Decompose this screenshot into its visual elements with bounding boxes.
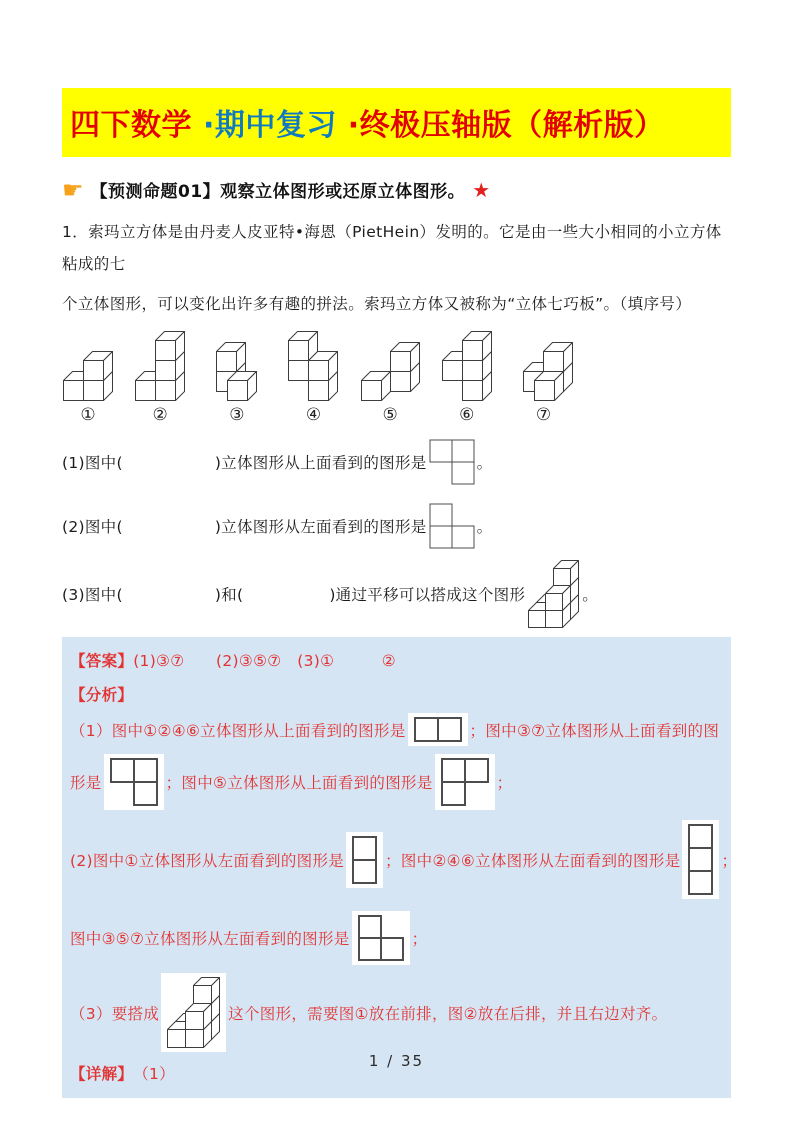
- analysis-grid-left-bottom-patch: [352, 911, 410, 965]
- q1-top-view-grid: [429, 439, 475, 485]
- cube-figure-5: [360, 341, 421, 425]
- q2-text-end: 。: [476, 518, 493, 536]
- cube-figure-7-image: [513, 341, 574, 402]
- figure-label-1: ①: [80, 405, 96, 425]
- question-intro-line2: 个立体图形，可以变化出许多有趣的拼法。索玛立方体又被称为“立体七巧板”。（填序号）: [62, 295, 692, 313]
- analysis-grid-L-left: [440, 757, 490, 807]
- document-title-banner: [62, 88, 731, 157]
- cube-figure-4-image: [287, 330, 339, 402]
- analysis-grid-two-horizontal: [413, 716, 463, 743]
- cube-figure-1: [62, 350, 114, 425]
- question-part-3: [62, 559, 731, 629]
- answer-label: 【答案】: [70, 652, 134, 670]
- figure-label-2: ②: [152, 405, 168, 425]
- q2-text-post: )立体图形从左面看到的图形是: [214, 518, 427, 536]
- analysis-line-2: [70, 754, 721, 810]
- analysis-line-3: [70, 820, 738, 899]
- cube-figure-6-image: [441, 330, 493, 402]
- analysis-grid-L-left-patch: [435, 754, 495, 810]
- figure-label-6: ⑥: [459, 405, 475, 425]
- analysis-l4-text-a: 图中③⑤⑦立体图形从左面看到的图形是: [70, 930, 350, 948]
- question-part-2: [62, 503, 731, 549]
- title-edition: ·终极压轴版（解析版）: [336, 108, 665, 143]
- cube-figure-7: [513, 341, 574, 425]
- analysis-l1-text-a: （1）图中①②④⑥立体图形从上面看到的图形是: [70, 721, 406, 740]
- cube-figure-2-image: [134, 330, 186, 402]
- q3-staircase-figure: [527, 559, 580, 629]
- cube-figure-2: [134, 330, 186, 425]
- analysis-grid-L-right: [109, 757, 159, 807]
- topic-heading-row: [62, 177, 731, 202]
- analysis-l5-text-b: 这个图形，需要图①放在前排，图②放在后排，并且右边对齐。: [228, 1004, 668, 1023]
- cube-figure-5-image: [360, 341, 421, 402]
- pointing-hand-icon: ☛: [62, 175, 84, 204]
- analysis-l2-text-b: ；图中⑤立体图形从上面看到的图形是: [165, 774, 433, 792]
- answer-values: (1)③⑦ (2)③⑤⑦ (3)① ②: [133, 652, 396, 670]
- analysis-grid-col2: [351, 835, 378, 885]
- q2-text-pre: (2)图中(: [62, 518, 123, 536]
- q3-text-mid: )和(: [214, 586, 244, 604]
- analysis-l4-text-b: ；: [411, 930, 428, 948]
- cube-figure-3-image: [206, 341, 267, 402]
- analysis-grid-col3: [687, 823, 714, 896]
- q1-text-post: )立体图形从上面看到的图形是: [214, 454, 427, 472]
- title-subject: 四下数学: [70, 108, 192, 143]
- analysis-l3-text-b: ；图中②④⑥立体图形从左面看到的图形是: [385, 851, 681, 870]
- question-intro-line1: 1．索玛立方体是由丹麦人皮亚特•海恩（PietHein）发明的。它是由一些大小相同的小立方体粘成的七: [62, 223, 722, 273]
- cube-figure-1-image: [62, 350, 114, 402]
- question-part-1: [62, 439, 731, 485]
- analysis-l3-text-c: ；: [721, 851, 738, 870]
- q3-text-end: 。: [582, 586, 599, 604]
- analysis-grid-col3-patch: [682, 820, 719, 899]
- figure-label-7: ⑦: [535, 405, 552, 425]
- star-icon: ★: [472, 177, 491, 202]
- analysis-grid-left-bottom: [357, 914, 405, 962]
- analysis-grid-two-horizontal-patch: [408, 713, 468, 746]
- analysis-grid-L-right-patch: [104, 754, 164, 810]
- topic-heading: 【预测命题01】观察立体图形或还原立体图形。: [90, 182, 466, 202]
- analysis-grid-col2-patch: [346, 832, 383, 888]
- page-number: 1 / 35: [368, 1052, 425, 1070]
- figure-label-3: ③: [229, 405, 245, 425]
- analysis-l5-text-a: （3）要搭成: [70, 1004, 160, 1023]
- title-exam: ·期中复习: [192, 108, 337, 143]
- q2-left-view-grid: [429, 503, 475, 549]
- answer-analysis-block: [62, 637, 738, 1098]
- detail-text: （1）: [133, 1065, 175, 1083]
- q3-text-post: )通过平移可以搭成这个图形: [329, 586, 526, 604]
- analysis-l1-text-b: ；图中③⑦立体图形从上面看到的图: [469, 721, 720, 740]
- cube-figures-row: [62, 330, 574, 425]
- answer-line: [70, 649, 721, 671]
- analysis-label: 【分析】: [70, 686, 134, 704]
- detail-label: 【详解】: [70, 1065, 134, 1083]
- q3-text-pre: (3)图中(: [62, 586, 123, 604]
- q1-text-pre: (1)图中(: [62, 454, 123, 472]
- analysis-line-1: [70, 713, 721, 746]
- page-content: [62, 88, 738, 1098]
- analysis-l3-text-a: (2)图中①立体图形从左面看到的图形是: [70, 851, 345, 870]
- figure-label-4: ④: [305, 405, 322, 425]
- analysis-line-4: [70, 911, 721, 965]
- analysis-l2-text-c: ；: [496, 774, 513, 792]
- analysis-staircase-patch: [161, 973, 226, 1052]
- cube-figure-3: [206, 341, 267, 425]
- figure-label-5: ⑤: [382, 405, 398, 425]
- analysis-line-5: [70, 973, 721, 1052]
- analysis-label-line: [70, 683, 721, 705]
- cube-figure-4: [287, 330, 339, 425]
- analysis-staircase-figure: [166, 976, 221, 1049]
- q1-text-end: 。: [476, 454, 493, 472]
- cube-figure-6: [441, 330, 493, 425]
- analysis-l2-text-a: 形是: [70, 774, 102, 792]
